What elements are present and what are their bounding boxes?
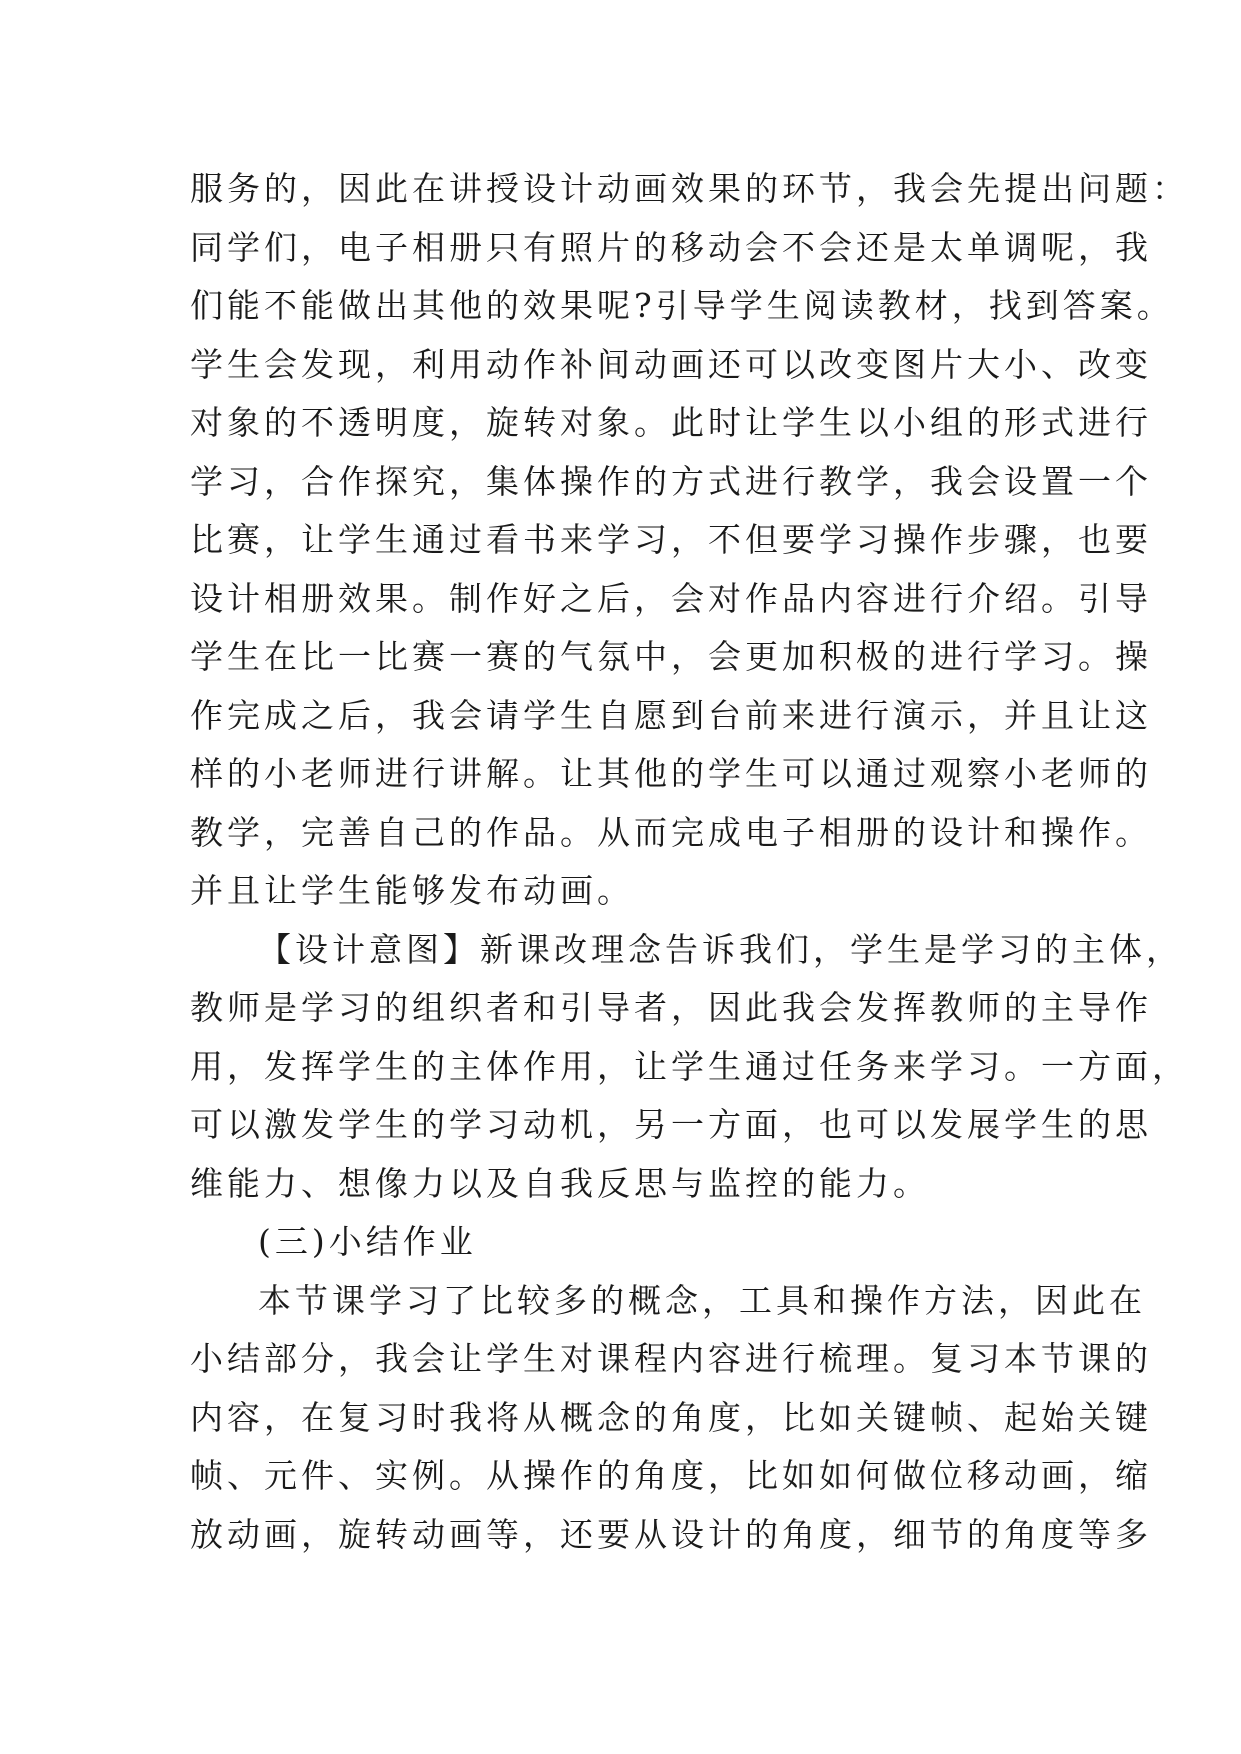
document-body [190, 160, 1189, 1564]
text-line: 学生在比一比赛一赛的气氛中，会更加积极的进行学习。操 [190, 637, 1152, 676]
text-line: 服务的，因此在讲授设计动画效果的环节，我会先提出问题： [190, 169, 1189, 208]
text-line: 内容，在复习时我将从概念的角度，比如关键帧、起始关键 [190, 1397, 1152, 1437]
text-line: 小结部分，我会让学生对课程内容进行梳理。复习本节课的 [190, 1339, 1152, 1378]
text-line: 同学们，电子相册只有照片的移动会不会还是太单调呢，我 [190, 227, 1152, 267]
section-heading: (三)小结作业 [258, 1222, 477, 1261]
paragraph-start-line: 本节课学习了比较多的概念，工具和操作方法，因此在 [258, 1280, 1146, 1320]
text-line: 设计相册效果。制作好之后，会对作品内容进行介绍。引导 [190, 578, 1152, 618]
text-line: 对象的不透明度，旋转对象。此时让学生以小组的形式进行 [190, 403, 1152, 442]
paragraph-start-line: 【设计意图】新课改理念告诉我们，学生是学习的主体， [258, 929, 1183, 969]
text-line: 教师是学习的组织者和引导者，因此我会发挥教师的主导作 [190, 988, 1152, 1027]
text-line: 们能不能做出其他的效果呢?引导学生阅读教材，找到答案。 [190, 286, 1174, 325]
text-line: 学生会发现，利用动作补间动画还可以改变图片大小、改变 [190, 344, 1152, 384]
text-line: 样的小老师进行讲解。让其他的学生可以通过观察小老师的 [190, 754, 1152, 793]
text-line: 学习，合作探究，集体操作的方式进行教学，我会设置一个 [190, 461, 1152, 501]
text-line: 放动画，旋转动画等，还要从设计的角度，细节的角度等多 [190, 1514, 1152, 1554]
text-line: 可以激发学生的学习动机，另一方面，也可以发展学生的思 [190, 1105, 1152, 1144]
text-line: 帧、元件、实例。从操作的角度，比如如何做位移动画，缩 [190, 1456, 1152, 1495]
text-line: 用，发挥学生的主体作用，让学生通过任务来学习。一方面， [190, 1046, 1189, 1086]
text-line: 并且让学生能够发布动画。 [190, 871, 634, 910]
text-line: 维能力、想像力以及自我反思与监控的能力。 [190, 1163, 930, 1203]
text-line: 作完成之后，我会请学生自愿到台前来进行演示，并且让这 [190, 695, 1152, 735]
text-line: 教学，完善自己的作品。从而完成电子相册的设计和操作。 [190, 812, 1152, 852]
text-line: 比赛，让学生通过看书来学习，不但要学习操作步骤，也要 [190, 520, 1152, 559]
